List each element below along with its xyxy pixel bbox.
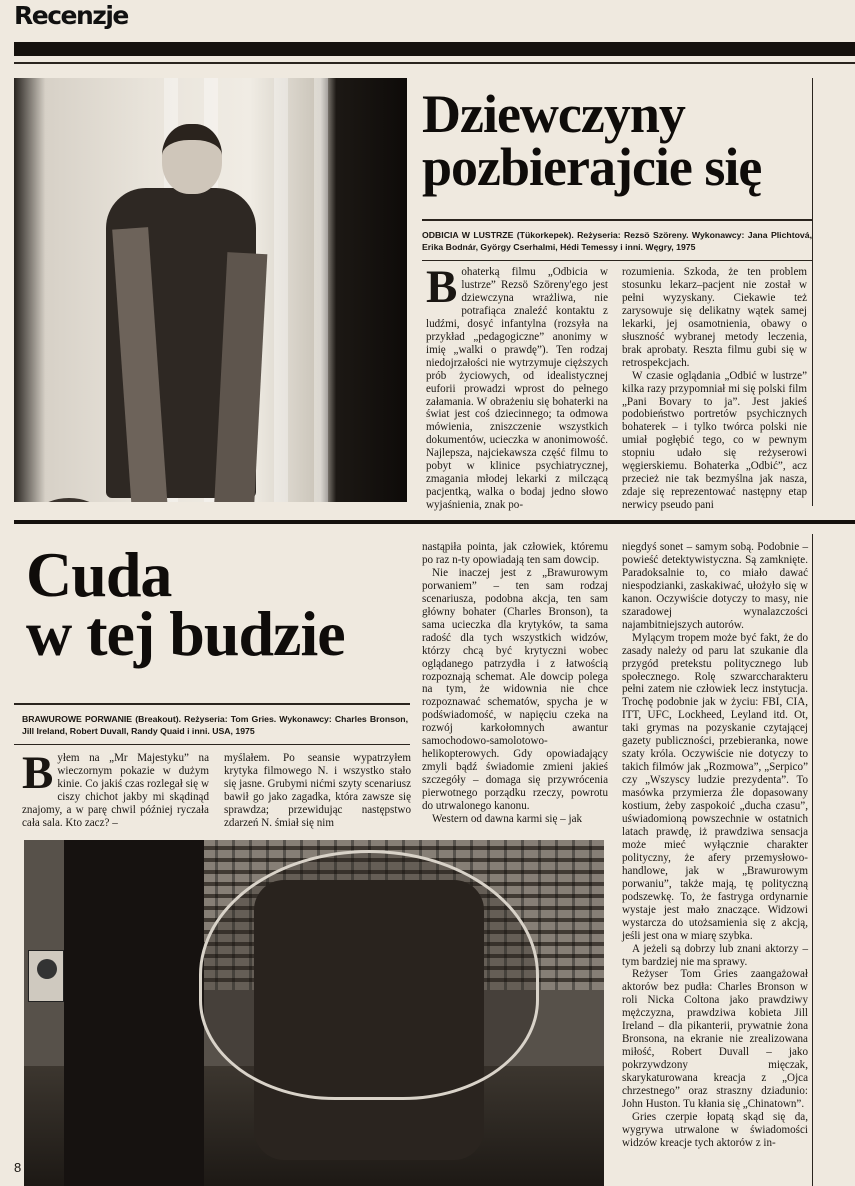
header-thin-rule [14, 62, 855, 64]
review2-column-2 [224, 752, 411, 830]
review2-col3-p2: Nie inaczej jest z „Brawurowym porwaniem” – ten sam rodzaj scenariusza, podobna akcja, ten sam główny bohater (Charles Bronson), ta sama ucieczka dla krytyków, ta sama radość dla tych wszystkich widzów, którzy chcą być krytyczni wobec oglądanego patrzydła i z łatwością rozpoznają schemat. Ale dowcip polega na tym, że widownia nie chce rozpoznawać schematów, spycha je w podświadomość, w napięciu czeka na rozwój karkołomnych awantur samochodowo-samolotowo-helikopterowych. Gdy opowiadający zmyli bądź świadomie zmieni jakieś szczegóły – domaga się przywrócenia pierwotnego porządku rzeczy, powrotu do utrwalonego kanonu. [422, 566, 608, 813]
review2-title-line2: w tej budzie [26, 597, 345, 669]
review1-column-1 [426, 261, 608, 512]
review2-credits: BRAWUROWE PORWANIE (Breakout). Reżyseria: Tom Gries. Wykonawcy: Charles Bronson, Jill Ireland, Robert Duvall, Randy Quaid i inni. USA, 1975 [22, 714, 408, 736]
film-still-helicopter [24, 840, 604, 1186]
review2-col4-p2: Mylącym tropem może być fakt, że do zasady należy od paru lat szukanie dla przygód pretekstu politycznego lub społecznego. Rolę szwarccharakteru pełni zatem nie człowiek lecz instytucja. Trochę podobnie jak w życiu: FBI, CIA, ITT, UFC, Lockheed, Leyland itd. Ot, taki grymas na pozyskanie czytającej gazety publiczności, przebieranka, nowe szaty króla. Oczywiście nie dotyczy to takich filmów jak „Rozmowa”, „Serpico” czy „Wszyscy ludzie prezydenta”. To masówka przymierza źle dopasowany kostium, żeby zaspokoić „ducha czasu”, uświadomioną powszechnie w ostatnich latach prawdę, iż prawdziwa sensacja może mieć wyłącznie charakter polityczny, że afery przemysłowo-handlowe, jak w „Brawurowym porwaniu”, także mają, tę polityczną podszewkę. To, że fastryga ordynarnie wystaje jest mało znaczące. Widzowi wystarcza do utożsamienia się z akcją, jeśli jest ona w miarę szybka. [622, 631, 808, 942]
review2-dropcap: B [22, 747, 54, 799]
review1-credits-rule [422, 260, 812, 261]
review1-title [422, 84, 762, 197]
film-still-woman-in-scarf [14, 78, 407, 502]
review2-col4-p1: niegdyś sonet – samym sobą. Podobnie – powieść detektywistyczna. Są zamknięte. Paradoksalnie to, co miało dawać niespodzianki, zaskakiwać, ułożyło się w kanon. Oczywiście dotyczy to masy, nie szaradowej wynalazczości najambitniejszych autorów. [622, 541, 808, 631]
review1-right-rule [812, 78, 813, 506]
review2-col4-p3: A jeżeli są dobrzy lub znani aktorzy – tym bardziej nie ma sprawy. [622, 942, 808, 968]
review2-title [26, 539, 345, 669]
review1-col2-p1: rozumienia. Szkoda, że ten problem stosunku lekarz–pacjent nie został w pełni wyzyskany. Ciekawie też zarysowuje się delikatny wątek samej lekarki, jej osamotnienia, obawy o słuszność wybranej metody leczenia, brak aprobaty. Reszta filmu gubi się w retrospekcjach. [622, 266, 807, 369]
review2-column-1 [22, 747, 209, 830]
review1-col2-p2: W czasie oglądania „Odbić w lustrze” kilka razy przypomniał mi się polski film „Pani Bovary to ja”. Jest jakieś podobieństwo portretów psychicznych bohaterek – i tylko twórca polski nie umiał pogłębić tego, co w pewnym stopniu udało się reżyserowi węgierskiemu. Bohaterka „Odbić”, acz przecież nie tak bezmyślna jak nasza, zdaje się reprezentować następny etap nerwicy pseudo pani [622, 369, 807, 512]
review1-col1-text: ohaterką filmu „Odbicia w lustrze” Rezsö Szöreny'ego jest dziewczyna wrażliwa, nie potrafiąca znaleźć kontaktu z ludźmi, dosyć infantylna (rozsyła na przykład „pedagogiczne” anonimy w imię „walki o prawdę”). Ten rodzaj niedojrzałości nie wytrzymuje cięższych prób życiowych, od idealistycznej euforii prowadzi wprost do pełnego załamania. W obrażeniu się bohaterki na świat jest coś dziecinnego; ta odmowa mówienia, zniszczenie wszystkich dokumentów, ucieczka w anonimowość. Najlepsza, najciekawsza część filmu to pobyt w klinice psychiatrycznej, zmagania młodej lekarki z milczącą pacjentką, walka o bodaj jedno słowo wyjaśnienia, znak po- [426, 266, 608, 512]
review2-title-rule [14, 703, 410, 705]
review2-column-4 [622, 541, 808, 1150]
review2-col2-text: myślałem. Po seansie wypatrzyłem krytyka filmowego N. i wszystko stało się jasne. Grubymi nićmi szyty scenariusz bawił go jako zagadka, która zawsze się sprawdza; przewidując następstwo zdarzeń N. śmiał się nim [224, 752, 411, 829]
review2-col4-p5: Gries czerpie łopatą skąd się da, wygrywa utrwalone w świadomości widzów kreacje tych aktorów z in- [622, 1110, 808, 1149]
review1-credits: ODBICIA W LUSTRZE (Tükorkepek). Reżyseria: Rezsö Szöreny. Wykonawcy: Jana Plichtová, Erika Bodnár, György Cserhalmi, Hédi Temessy i inni. Węgry, 1975 [422, 230, 812, 252]
review2-col4-p4: Reżyser Tom Gries zaangażował aktorów bez pudła: Charles Bronson w roli Nicka Coltona jako prawdziwy mężczyzna, prawdziwa kobieta Jill Ireland – dla pikanterii, prywatnie żona Bronsona, na ekranie nie zrealizowana miłość, Robert Duvall – jako pokrzywdzony mięczak, skarykaturowana kreacja z „Ojca chrzestnego” oraz straszny dziadunio: John Huston. Tu kłania się „Chinatown”. [622, 968, 808, 1110]
review1-dropcap: B [426, 261, 458, 313]
header-rule [14, 42, 855, 56]
review2-right-rule [812, 534, 813, 1186]
review2-col3-p3: Western od dawna karmi się – jak [432, 813, 583, 826]
review2-credits-rule [14, 744, 410, 745]
review1-column-2 [622, 266, 807, 512]
review1-title-line1: Dziewczyny [422, 84, 685, 144]
review2-col3-p1: nastąpiła pointa, jak człowiek, któremu po raz n-ty opowiadają ten sam dowcip. [422, 541, 608, 566]
page-number: 8 [14, 1160, 22, 1175]
review2-title-line1: Cuda [26, 539, 172, 610]
section-divider [14, 520, 855, 524]
section-title: Recenzje [14, 1, 128, 30]
review1-title-rule [422, 219, 812, 221]
review2-col1-text: yłem na „Mr Majestyku” na wieczornym pokazie w dużym kinie. Co jakiś czas rozlegał się w ciszy chichot jakby mi skądinąd znajomy, a w parę chwil później ryczała cała sala. Kto zacz? – [22, 752, 209, 829]
review1-title-line2: pozbierajcie się [422, 136, 762, 197]
review2-column-3 [422, 541, 608, 826]
